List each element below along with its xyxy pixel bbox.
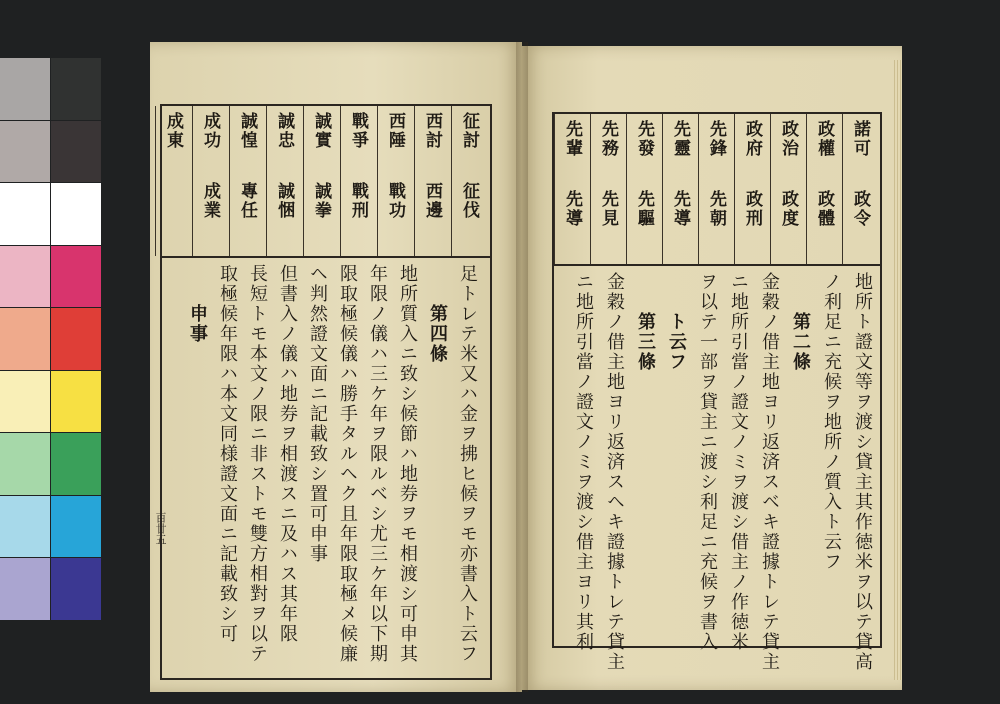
text-column: ヲ以テ一部ヲ貸主ニ渡シ利足ニ充候ヲ書入 xyxy=(697,272,718,652)
header-word: 誠悃 xyxy=(274,182,294,220)
color-swatch xyxy=(0,121,50,183)
header-word: 成東 xyxy=(163,112,183,150)
color-swatch xyxy=(51,558,101,620)
header-word: 誠實 xyxy=(311,112,331,150)
header-column-rule xyxy=(340,106,341,256)
color-swatch xyxy=(51,58,101,120)
header-column-rule xyxy=(806,114,807,264)
header-column-rule xyxy=(734,114,735,264)
text-column: ト云フ xyxy=(666,312,687,372)
text-column: 金穀ノ借主地ヨリ返済スベキ證據トレテ貸主 xyxy=(759,272,780,672)
header-column-rule xyxy=(414,106,415,256)
header-column-rule xyxy=(554,114,555,264)
header-word: 成功 xyxy=(200,112,220,150)
header-column-rule xyxy=(698,114,699,264)
text-column: 但書入ノ儀ハ地券ヲ相渡スニ及ハス其年限 xyxy=(277,264,298,644)
color-swatch xyxy=(0,58,50,120)
text-column: ニ地所引當ノ證文ノミヲ渡シ借主ノ作徳米 xyxy=(728,272,749,652)
header-column-rule xyxy=(303,106,304,256)
header-column-rule xyxy=(229,106,230,256)
text-column: 申事 xyxy=(187,304,208,344)
color-swatch xyxy=(0,371,50,433)
header-word: 先驅 xyxy=(634,190,654,228)
header-word: 戰功 xyxy=(385,182,405,220)
header-word: 誠惶 xyxy=(237,112,257,150)
left-page xyxy=(150,42,522,692)
header-column-rule xyxy=(377,106,378,256)
text-column: 地所質入ニ致シ候節ハ地券ヲモ相渡シ可申其 xyxy=(397,264,418,664)
color-swatch xyxy=(51,496,101,558)
text-column: 取極候年限ハ本文同様證文面ニ記載致シ可 xyxy=(217,264,238,644)
right-page xyxy=(522,46,902,690)
text-column: ニ地所引當ノ證文ノミヲ渡シ借主ヨリ其利 xyxy=(573,272,594,652)
header-word: 政令 xyxy=(850,190,870,228)
header-word: 先朝 xyxy=(706,190,726,228)
header-word: 政體 xyxy=(814,190,834,228)
text-column: 第四條 xyxy=(427,304,448,364)
header-word: 先務 xyxy=(598,120,618,158)
header-word: 先鋒 xyxy=(706,120,726,158)
header-word: 西邊 xyxy=(422,182,442,220)
color-swatch xyxy=(0,558,50,620)
color-swatch xyxy=(0,496,50,558)
header-column-rule xyxy=(590,114,591,264)
header-word: 政權 xyxy=(814,120,834,158)
text-column: 年限ノ儀ハ三ケ年ヲ限ルベシ尤三ケ年以下期 xyxy=(367,264,388,664)
header-column-rule xyxy=(266,106,267,256)
text-column: ノ利足ニ充候ヲ地所ノ質入ト云フ xyxy=(821,272,842,572)
header-word: 誠拳 xyxy=(311,182,331,220)
header-word: 先輩 xyxy=(562,120,582,158)
header-column-rule xyxy=(192,106,193,256)
left-header-rule xyxy=(160,256,492,258)
header-word: 成業 xyxy=(200,182,220,220)
header-word: 先靈 xyxy=(670,120,690,158)
header-word: 西討 xyxy=(422,112,442,150)
header-word: 戰爭 xyxy=(348,112,368,150)
header-column-rule xyxy=(842,114,843,264)
color-swatch xyxy=(51,433,101,495)
header-word: 先見 xyxy=(598,190,618,228)
text-column: 第二條 xyxy=(790,312,811,372)
header-word: 征伐 xyxy=(459,182,479,220)
header-word: 專任 xyxy=(237,182,257,220)
header-word: 政府 xyxy=(742,120,762,158)
header-column-rule xyxy=(662,114,663,264)
header-word: 戰刑 xyxy=(348,182,368,220)
color-swatch xyxy=(51,121,101,183)
header-word: 征討 xyxy=(459,112,479,150)
text-column: ヘ判然證文面ニ記載致シ置可申事 xyxy=(307,264,328,564)
header-word: 先導 xyxy=(670,190,690,228)
text-column: 金穀ノ借主地ヨリ返済スヘキ證據トレテ貸主 xyxy=(604,272,625,672)
header-column-rule xyxy=(451,106,452,256)
text-column: 長短トモ本文ノ限ニ非ストモ雙方相對ヲ以テ xyxy=(247,264,268,664)
color-swatch xyxy=(51,308,101,370)
color-swatch xyxy=(0,308,50,370)
header-word: 政度 xyxy=(778,190,798,228)
header-column-rule xyxy=(626,114,627,264)
text-column: 足トレテ米又ハ金ヲ拂ヒ候ヲモ亦書入ト云フ xyxy=(457,264,478,664)
header-column-rule xyxy=(155,106,156,256)
right-header-rule xyxy=(552,264,882,266)
header-word: 政治 xyxy=(778,120,798,158)
color-swatch xyxy=(51,246,101,308)
header-word: 先發 xyxy=(634,120,654,158)
page-edges xyxy=(894,60,902,680)
header-word: 諾可 xyxy=(850,120,870,158)
color-swatch xyxy=(51,371,101,433)
color-swatch xyxy=(51,183,101,245)
color-calibration-strip xyxy=(0,58,101,621)
header-word: 政刑 xyxy=(742,190,762,228)
header-word: 誠忠 xyxy=(274,112,294,150)
book-gutter xyxy=(516,42,528,692)
header-column-rule xyxy=(770,114,771,264)
header-word: 先導 xyxy=(562,190,582,228)
color-swatch xyxy=(0,183,50,245)
color-swatch xyxy=(0,433,50,495)
text-column: 限取極候儀ハ勝手タルヘク且年限取極メ候廉 xyxy=(337,264,358,664)
page-number: 百廿五 xyxy=(154,512,167,545)
color-swatch xyxy=(0,246,50,308)
header-word: 西陲 xyxy=(385,112,405,150)
text-column: 第三條 xyxy=(635,312,656,372)
open-book xyxy=(150,42,902,692)
text-column: 地所ト證文等ヲ渡シ貸主其作徳米ヲ以テ貸高 xyxy=(852,272,873,672)
